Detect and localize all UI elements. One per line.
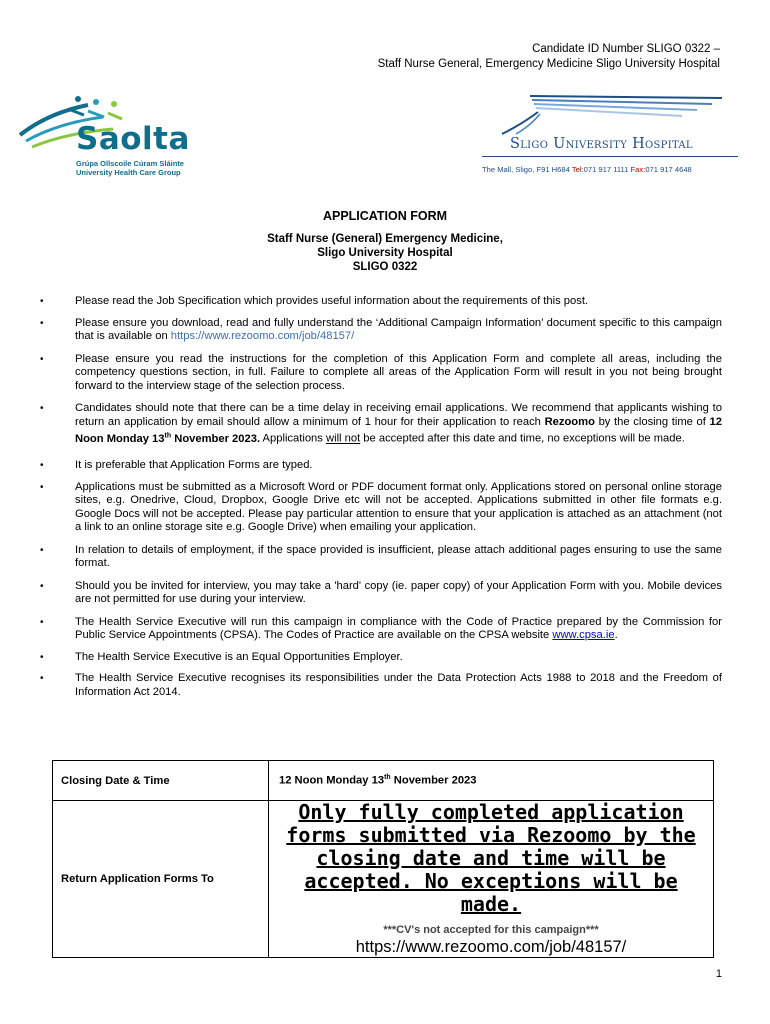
list-item: • Please ensure you read the instructions for the completion of this Application Form and complete all areas, including the competency questions section, in full. Failure to complete all areas of the Application Form will result in you not being brought forward to the interview stage of the selection process. — [38, 353, 722, 394]
return-details — [269, 801, 714, 958]
list-item: • The Health Service Executive will run this campaign in compliance with the Code of Practice prepared by the Commission for Public Service Appointments (CPSA). The Codes of Practice are available on the CPSA website www.cpsa.ie. — [38, 616, 722, 643]
list-item: • Candidates should note that there can be a time delay in receiving email applications. We recommend that applicants wishing to return an application by email should allow a minimum of 1 hour for their application to reach Rezoomo by the closing time of 12 Noon Monday 13th November 2023. Applications will not be accepted after this date and time, no exceptions will be made. — [38, 402, 722, 446]
saolta-sub-english: University Health Care Group — [76, 168, 181, 177]
rezoomo-url[interactable]: https://www.rezoomo.com/job/48157/ — [355, 938, 627, 956]
candidate-id: Candidate ID Number SLIGO 0322 – — [532, 43, 720, 55]
return-label: Return Application Forms To — [53, 801, 269, 958]
cpsa-link[interactable]: www.cpsa.ie — [552, 629, 615, 642]
rezoomo-link[interactable]: https://www.rezoomo.com/job/48157/ — [170, 330, 355, 342]
list-item: • It is preferable that Application Forms are typed. — [38, 459, 722, 473]
form-title: APPLICATION FORM — [322, 209, 448, 223]
list-item: • Please read the Job Specification which provides useful information about the requirements of this post. — [38, 295, 722, 309]
table-row — [53, 761, 714, 801]
list-item: • In relation to details of employment, if the space provided is insufficient, please attach additional pages ensuring to use the same format. — [38, 544, 722, 571]
form-subtitle — [0, 232, 770, 274]
submission-notice: Only fully completed application forms submitted via Rezoomo by the closing date and time will be accepted. No exceptions will be made. — [286, 800, 696, 916]
sligo-hospital-logo — [482, 94, 738, 178]
table-row — [53, 801, 714, 958]
candidate-header — [378, 42, 720, 72]
form-subtitle-line2: Sligo University Hospital — [317, 247, 453, 259]
list-item: • Applications must be submitted as a Microsoft Word or PDF document format only. Applications stored on personal online storage sites, e.g. Onedrive, Cloud, Dropbox, Google Drive etc will not be accepted. Applications submitted in other file formats e.g. Google Docs will not be accepted. Please pay particular attention to ensure that your application is attached as an attachment (not a link to an online storage site e.g. Google Drive) when emailing your application. — [38, 481, 722, 535]
page-number: 1 — [715, 968, 722, 980]
list-item: • Should you be invited for interview, you may take a 'hard' copy (ie. paper copy) of your Application Form with you. Mobile devices are not permitted for use during your interview. — [38, 580, 722, 607]
closing-info-table — [52, 760, 714, 958]
saolta-sub-irish: Grúpa Ollscoile Cúram Sláinte — [76, 159, 184, 168]
form-subtitle-line3: SLIGO 0322 — [352, 261, 418, 273]
sligo-address: The Mall, Sligo, F91 H684 Tel:071 917 1111 Fax:071 917 4648 — [482, 165, 692, 174]
closing-value: 12 Noon Monday 13th November 2023 — [269, 761, 714, 801]
closing-label: Closing Date & Time — [53, 761, 269, 801]
sligo-wave-icon — [482, 94, 738, 136]
sligo-divider — [482, 156, 738, 157]
list-item: • Please ensure you download, read and fully understand the ‘Additional Campaign Information’ document specific to this campaign that is available on https://www.rezoomo.com/job/48157/ — [38, 317, 722, 344]
form-subtitle-line1: Staff Nurse (General) Emergency Medicine, — [267, 233, 503, 245]
saolta-logo — [18, 95, 218, 177]
sligo-hospital-name: Sligo University Hospital — [510, 136, 693, 152]
position-title: Staff Nurse General, Emergency Medicine Sligo University Hospital — [377, 58, 720, 70]
list-item: • The Health Service Executive recognises its responsibilities under the Data Protection Acts 1988 to 2018 and the Freedom of Information Act 2014. — [38, 672, 722, 699]
saolta-name: Saolta — [76, 121, 190, 157]
instructions-list — [38, 295, 722, 699]
list-item: • The Health Service Executive is an Equal Opportunities Employer. — [38, 651, 722, 665]
saolta-subtitle — [76, 159, 184, 177]
cv-note: ***CV's not accepted for this campaign*** — [383, 924, 599, 936]
